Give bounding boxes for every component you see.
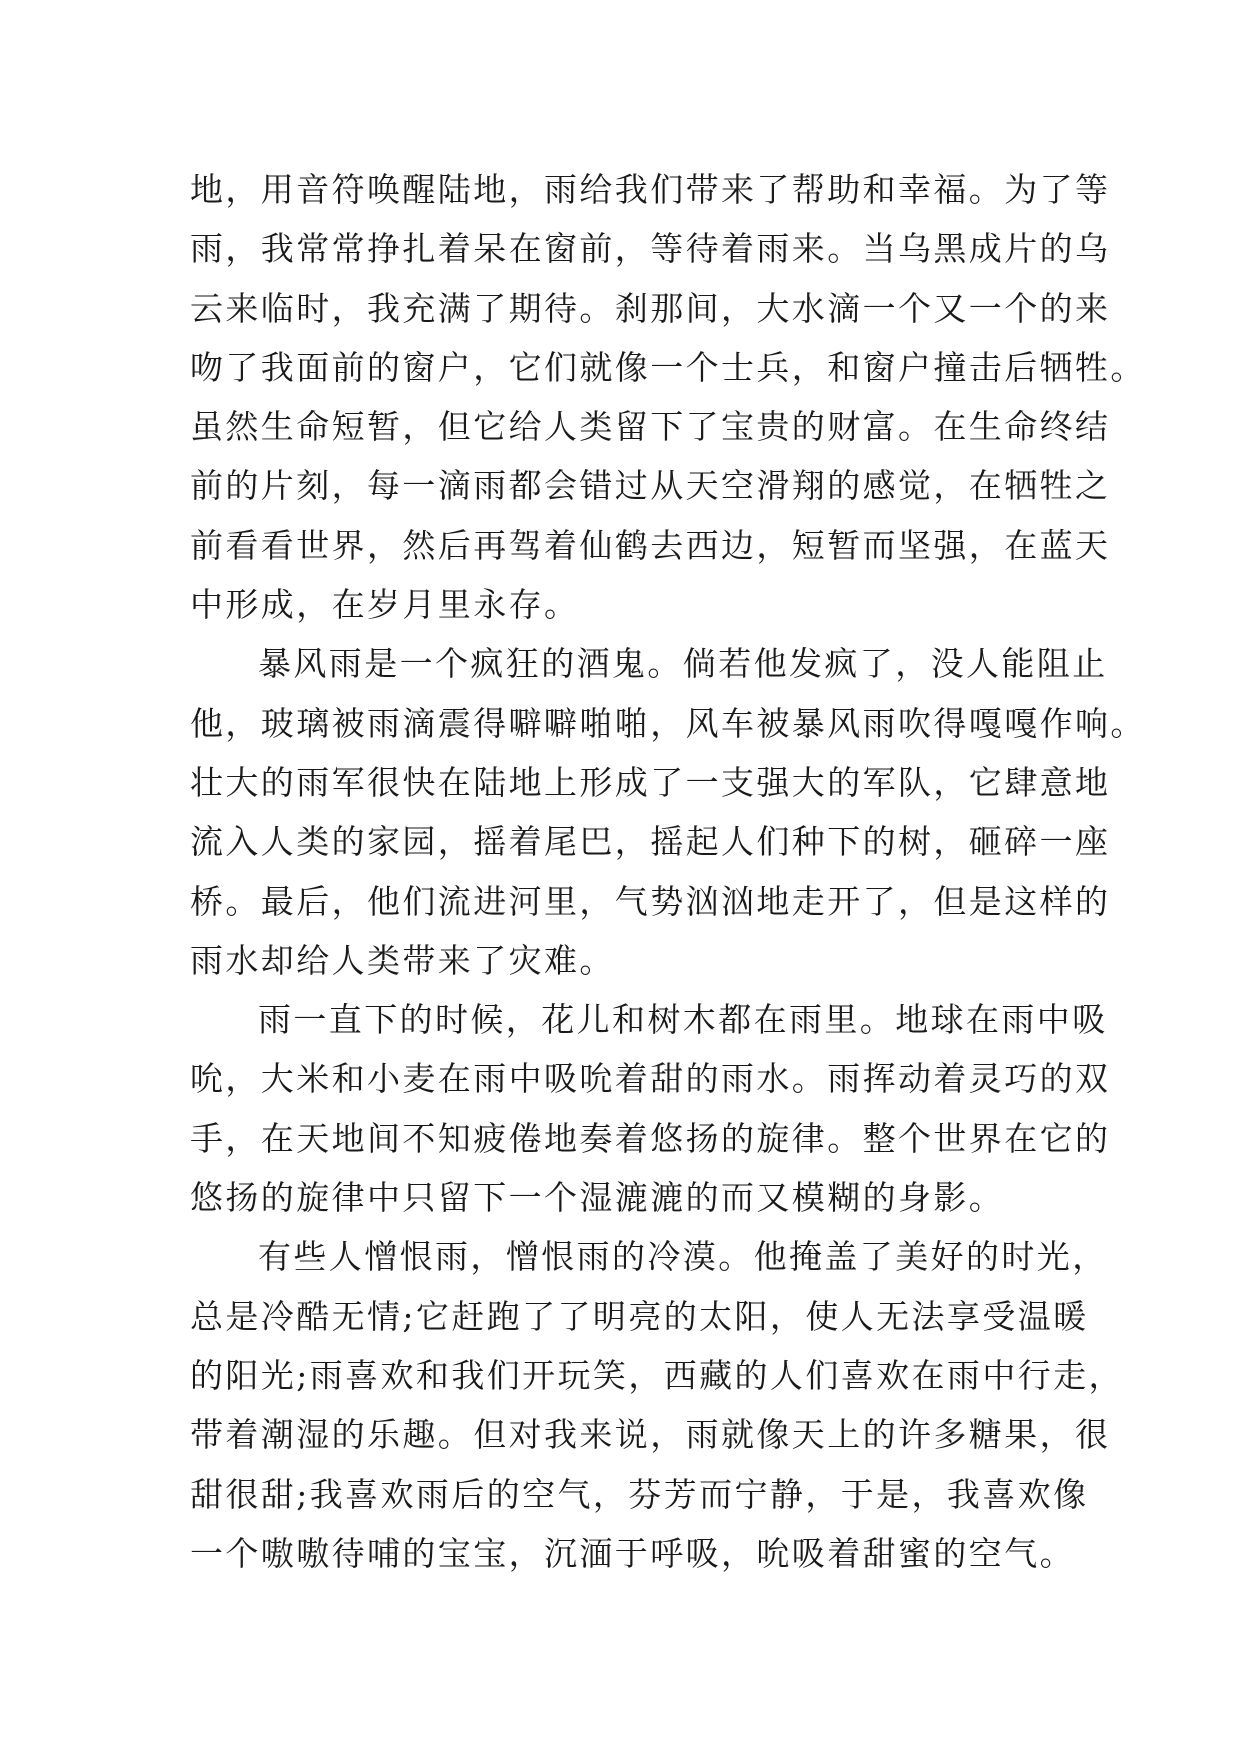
paragraph-first-line: 雨一直下的时候，花儿和树木都在雨里。地球在雨中吸 xyxy=(258,1000,1108,1040)
text-line: 带着潮湿的乐趣。但对我来说，雨就像天上的许多糖果，很 xyxy=(190,1415,1111,1455)
text-line: 雨，我常常挣扎着呆在窗前，等待着雨来。当乌黑成片的乌 xyxy=(190,229,1111,269)
paragraph-first-line: 暴风雨是一个疯狂的酒鬼。倘若他发疯了，没人能阻止 xyxy=(258,644,1108,684)
text-line: 总是冷酷无情;它赶跑了了明亮的太阳，使人无法享受温暖 xyxy=(190,1296,1089,1336)
text-line: 前的片刻，每一滴雨都会错过从天空滑翔的感觉，在牺牲之 xyxy=(190,466,1111,506)
text-line: 流入人类的家园，摇着尾巴，摇起人们种下的树，砸碎一座 xyxy=(190,822,1111,862)
text-line: 吻了我面前的窗户，它们就像一个士兵，和窗户撞击后牺牲。 xyxy=(190,347,1146,387)
text-line: 手，在天地间不知疲倦地奏着悠扬的旋律。整个世界在它的 xyxy=(190,1118,1111,1158)
text-line: 一个嗷嗷待哺的宝宝，沉湎于呼吸，吮吸着甜蜜的空气。 xyxy=(190,1533,1075,1573)
text-line: 中形成，在岁月里永存。 xyxy=(190,585,580,625)
text-line: 雨水却给人类带来了灾难。 xyxy=(190,940,615,980)
paragraph-first-line: 有些人憎恨雨，憎恨雨的冷漠。他掩盖了美好的时光， xyxy=(258,1237,1108,1277)
text-line: 他，玻璃被雨滴震得噼噼啪啪，风车被暴风雨吹得嘎嘎作响。 xyxy=(190,703,1146,743)
text-line: 甜很甜;我喜欢雨后的空气，芬芳而宁静，于是，我喜欢像 xyxy=(190,1474,1089,1514)
text-line: 虽然生命短暂，但它给人类留下了宝贵的财富。在生命终结 xyxy=(190,407,1111,447)
text-line: 地，用音符唤醒陆地，雨给我们带来了帮助和幸福。为了等 xyxy=(190,170,1111,209)
text-line: 悠扬的旋律中只留下一个湿漉漉的而又模糊的身影。 xyxy=(190,1178,1005,1218)
text-line: 桥。最后，他们流进河里，气势汹汹地走开了，但是这样的 xyxy=(190,881,1111,921)
text-line: 前看看世界，然后再驾着仙鹤去西边，短暂而坚强，在蓝天 xyxy=(190,525,1111,565)
text-line: 壮大的雨军很快在陆地上形成了一支强大的军队，它肆意地 xyxy=(190,762,1111,802)
text-line: 云来临时，我充满了期待。刹那间，大水滴一个又一个的来 xyxy=(190,288,1111,328)
body-text xyxy=(190,160,1146,1583)
text-line: 的阳光;雨喜欢和我们开玩笑，西藏的人们喜欢在雨中行走， xyxy=(190,1355,1124,1395)
text-line: 吮，大米和小麦在雨中吸吮着甜的雨水。雨挥动着灵巧的双 xyxy=(190,1059,1111,1099)
